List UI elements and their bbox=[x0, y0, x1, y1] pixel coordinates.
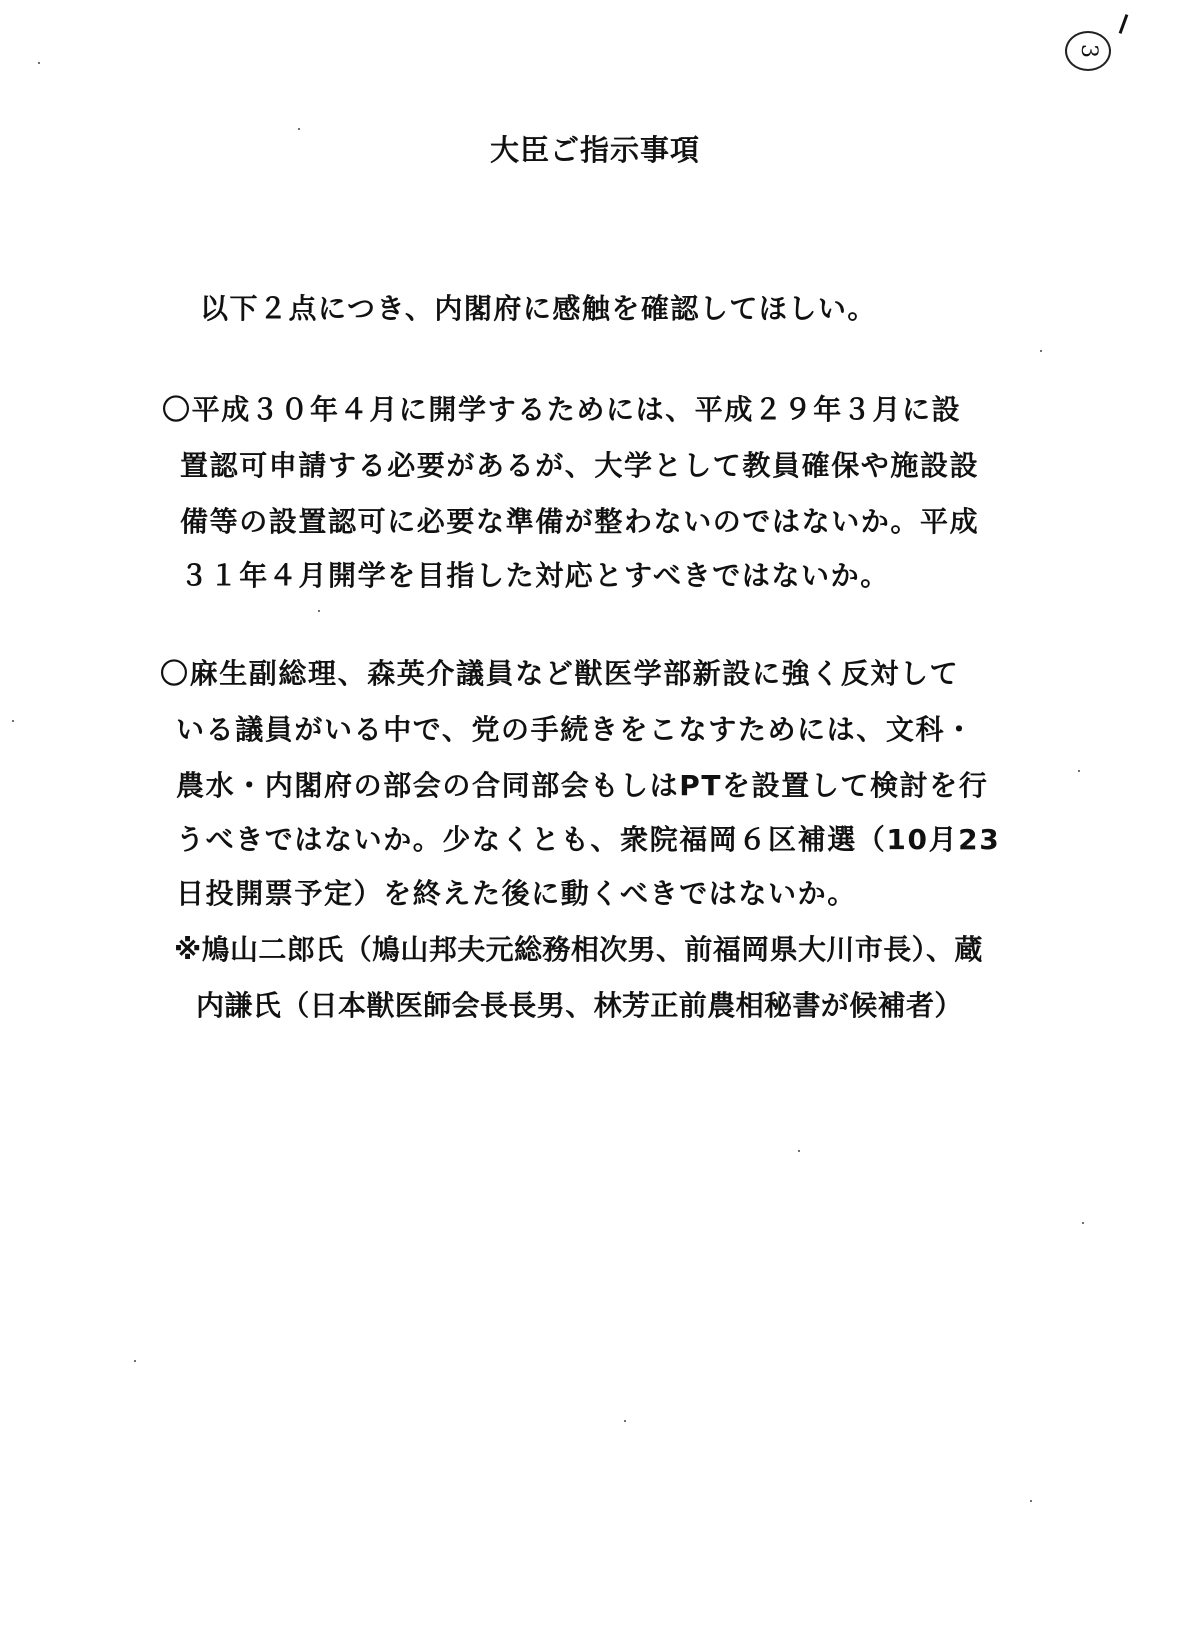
scan-speck bbox=[38, 62, 40, 64]
scan-speck bbox=[1078, 770, 1080, 772]
scan-speck bbox=[798, 1150, 800, 1152]
item1-line-2: 置認可申請する必要があるが、大学として教員確保や施設設 bbox=[180, 449, 980, 482]
item2-line-3: 農水・内閣府の部会の合同部会もしはPTを設置して検討を行 bbox=[176, 769, 989, 802]
scan-speck bbox=[1082, 1222, 1084, 1224]
scan-speck bbox=[1030, 1500, 1032, 1502]
item2-line-4: うべきではないか。少なくとも、衆院福岡６区補選（10月23 bbox=[176, 823, 1001, 856]
scan-speck bbox=[624, 1420, 626, 1422]
note-line-2: 内謙氏（日本獣医師会長長男、林芳正前農相秘書が候補者） bbox=[196, 989, 963, 1022]
scan-speck bbox=[1040, 350, 1042, 352]
item1-line-1: 〇平成３０年４月に開学するためには、平成２９年３月に設 bbox=[162, 393, 962, 426]
item2-line-2: いる議員がいる中で、党の手続きをこなすためには、文科・ bbox=[176, 713, 975, 746]
item2-line-1: 〇麻生副総理、森英介議員など獣医学部新設に強く反対して bbox=[160, 657, 960, 690]
note-line-1: ※鳩山二郎氏（鳩山邦夫元総務相次男、前福岡県大川市長）、蔵 bbox=[174, 933, 983, 966]
item1-line-3: 備等の設置認可に必要な準備が整わないのではないか。平成 bbox=[180, 505, 980, 538]
scan-speck bbox=[134, 1360, 136, 1362]
scan-speck bbox=[12, 720, 14, 722]
pen-tick-mark bbox=[1119, 14, 1129, 34]
item2-line-5: 日投開票予定）を終えた後に動くべきではないか。 bbox=[176, 877, 857, 910]
document-title: 大臣ご指示事項 bbox=[489, 133, 700, 167]
item1-line-4: ３１年４月開学を目指した対応とすべきではないか。 bbox=[180, 559, 890, 592]
scan-speck bbox=[318, 610, 320, 612]
intro-text: 以下２点につき、内閣府に感触を確認してほしい。 bbox=[200, 292, 877, 325]
page-number-circle: 3 bbox=[1065, 31, 1111, 71]
scan-speck bbox=[298, 128, 300, 130]
